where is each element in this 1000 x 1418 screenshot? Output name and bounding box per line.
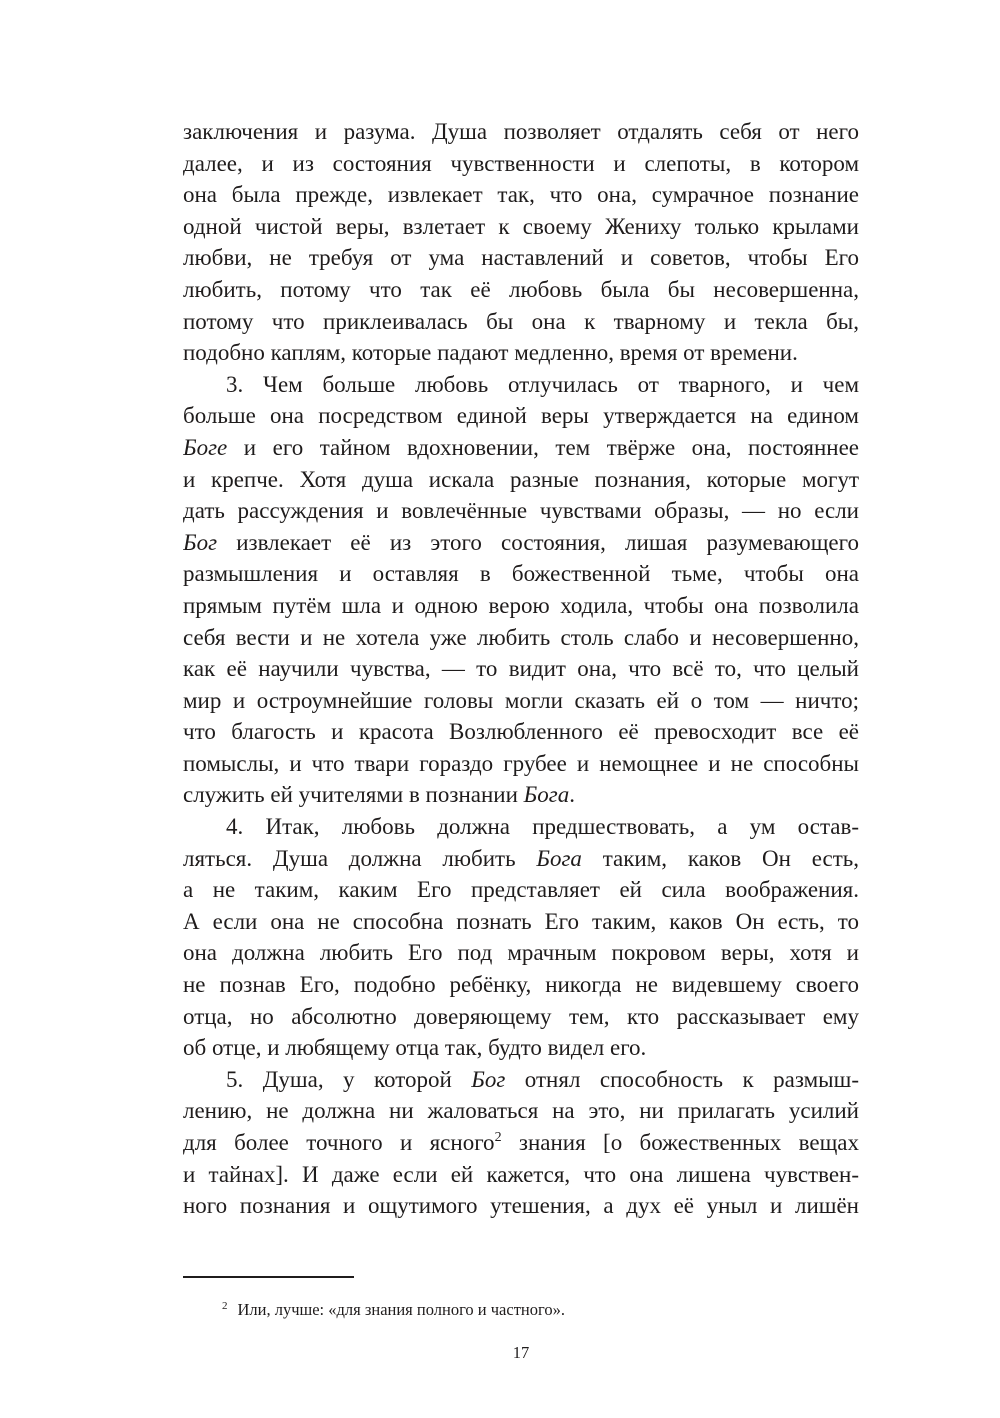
text-segment: и его тайном вдохновении, тем твёрже она, постояннее [227, 434, 859, 460]
text-segment: потому что приклеивалась бы она к тварному и текла бы, [183, 308, 859, 334]
text-segment: прямым путём шла и одною верою ходила, чтобы она позволила [183, 592, 859, 618]
text-line [183, 716, 859, 748]
text-segment: заключения и разума. Душа позволяет отдалять себя от него [183, 119, 859, 144]
footnote-text: Или, лучше: «для знания полного и частного». [237, 1300, 565, 1319]
text-line [183, 179, 859, 211]
text-line [183, 1127, 859, 1159]
text-line [183, 400, 859, 432]
text-line [183, 148, 859, 180]
text-line [183, 337, 859, 369]
page-number: 17 [512, 1343, 530, 1362]
text-segment: знания [о божественных вещах [501, 1130, 859, 1155]
text-segment: одной чистой веры, взлетает к своему Жениху только крылами [183, 213, 859, 239]
text-segment: себя вести и не хотела уже любить столь слабо и несовершенно, [183, 624, 859, 650]
text-line [183, 906, 859, 938]
text-segment: лению, не должна ни жаловаться на это, ни прилагать усилий [183, 1098, 859, 1124]
text-segment: больше она посредством единой веры утверждается на едином [183, 403, 859, 429]
text-segment: извлекает её из этого состояния, лишая разумевающего [217, 529, 859, 555]
text-segment: мир и остроумнейшие головы могли сказать ей о том — ничто; [183, 687, 859, 713]
text-line [183, 748, 859, 780]
text-segment: об отце, и любящему отца так, будто видел его. [183, 1035, 647, 1061]
text-segment: А если она не способна познать Его таким, каков Он есть, то [183, 908, 859, 934]
text-segment: любви, не требуя от ума наставлений и советов, чтобы Его [183, 245, 859, 271]
text-segment: ного познания и ощутимого утешения, а дух её уныл и лишён [183, 1193, 859, 1219]
text-line [183, 1032, 859, 1064]
text-line [183, 874, 859, 906]
italic-text: Бог [471, 1066, 506, 1092]
text-segment: отца, но абсолютно доверяющему тем, кто рассказывает ему [183, 1003, 859, 1029]
text-segment: таким, каков Он есть, [581, 845, 859, 871]
text-segment: любить, потому что так её любовь была бы несовершенна, [183, 276, 859, 302]
text-line [183, 558, 859, 590]
paragraph [183, 811, 859, 1064]
text-line [183, 274, 859, 306]
paragraph [183, 1064, 859, 1222]
footnote-divider [183, 1276, 354, 1278]
text-segment: дать рассуждения и вовлечённые чувствами образы, — но если [183, 498, 859, 524]
text-line [183, 1001, 859, 1033]
text-segment: 3. Чем больше любовь отлучилась от тварного, и чем [226, 371, 859, 397]
text-line [183, 527, 859, 559]
italic-text: Боге [183, 434, 228, 460]
text-line [183, 242, 859, 274]
text-segment: и тайнах]. И даже если ей кажется, что она лишена чувствен- [183, 1161, 859, 1187]
italic-text: Бога [536, 845, 582, 871]
italic-text: Бога [523, 782, 570, 808]
text-segment: ляться. Душа должна любить [183, 845, 537, 871]
text-segment: далее, и из состояния чувственности и слепоты, в котором [183, 150, 859, 176]
text-segment: размышления и оставляя в божественной тьме, чтобы она [183, 561, 859, 587]
text-segment: подобно каплям, которые падают медленно, время от времени. [183, 340, 798, 366]
text-segment: . [569, 782, 575, 808]
text-line [183, 590, 859, 622]
body-text [183, 116, 859, 1222]
text-segment: не познав Его, подобно ребёнку, никогда не видевшему своего [183, 972, 859, 998]
text-line [183, 811, 859, 843]
text-line [183, 622, 859, 654]
text-segment: она должна любить Его под мрачным покровом веры, хотя и [183, 940, 859, 966]
text-segment: для более точного и ясного [183, 1130, 495, 1155]
text-line [183, 1095, 859, 1127]
text-line [183, 306, 859, 338]
paragraph [183, 369, 859, 811]
paragraph [183, 116, 859, 369]
text-segment: 5. Душа, у которой [226, 1066, 472, 1092]
text-line [183, 779, 859, 811]
text-line [183, 211, 859, 243]
text-line [183, 369, 859, 401]
text-line [183, 432, 859, 464]
footnote [222, 1294, 565, 1322]
text-segment: и крепче. Хотя душа искала разные познания, которые могут [183, 466, 859, 492]
text-line [183, 843, 859, 875]
text-line [183, 1064, 859, 1096]
footnote-reference: 2 [494, 1130, 502, 1145]
text-line [183, 495, 859, 527]
text-line [183, 969, 859, 1001]
text-line [183, 1190, 859, 1222]
text-line [183, 1159, 859, 1191]
footnote-mark: 2 [222, 1300, 228, 1312]
text-line [183, 937, 859, 969]
text-segment: служить ей учителями в познании [183, 782, 524, 808]
text-line [183, 464, 859, 496]
text-segment: отнял способность к размыш- [505, 1066, 859, 1092]
text-line [183, 116, 859, 148]
text-line [183, 653, 859, 685]
text-segment: что благость и красота Возлюбленного её превосходит все её [183, 719, 859, 745]
text-segment: 4. Итак, любовь должна предшествовать, а ум остав- [226, 814, 859, 840]
text-line [183, 685, 859, 717]
text-segment: как её научили чувства, — то видит она, что всё то, что целый [183, 656, 859, 682]
italic-text: Бог [183, 529, 218, 555]
text-segment: она была прежде, извлекает так, что она, сумрачное познание [183, 182, 859, 208]
text-segment: а не таким, каким Его представляет ей сила воображения. [183, 877, 859, 903]
text-segment: помыслы, и что твари гораздо грубее и немощнее и не способны [183, 750, 859, 776]
